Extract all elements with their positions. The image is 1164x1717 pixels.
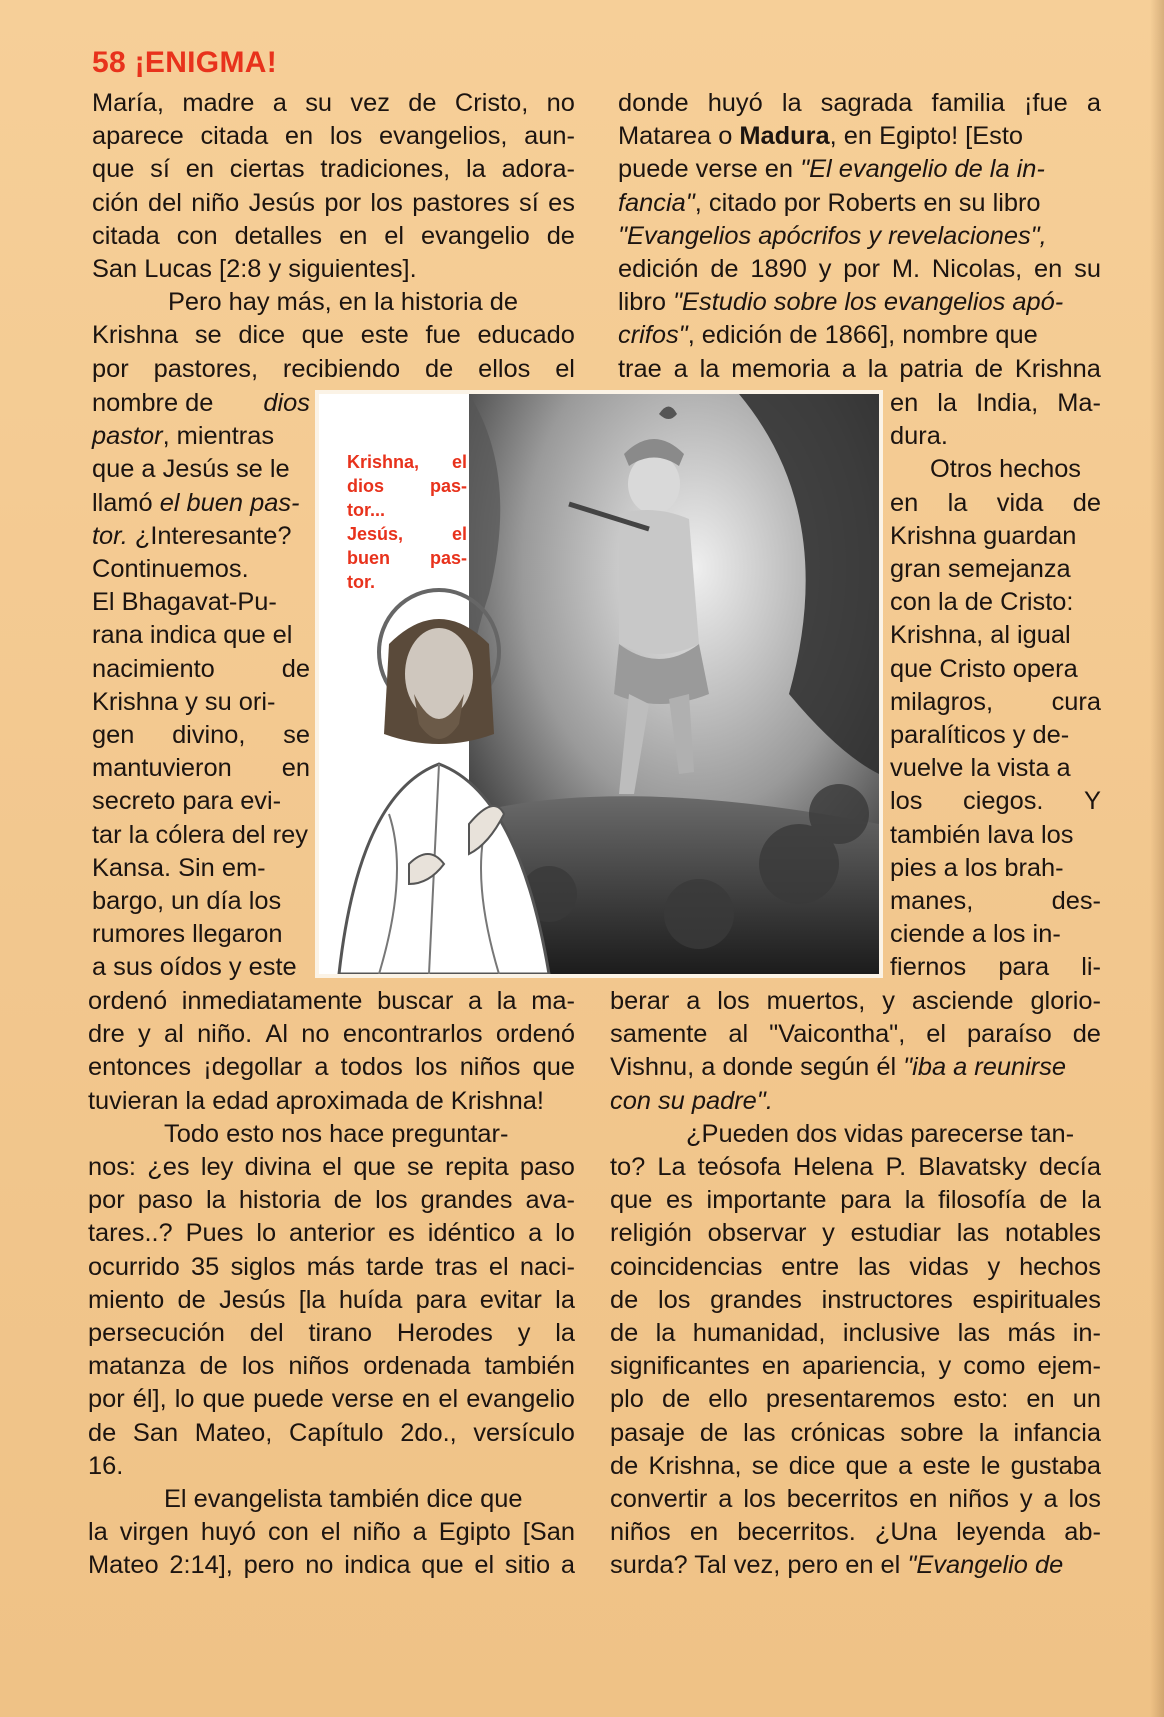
text-line: San Lucas [2:8 y siguientes]. xyxy=(92,255,417,284)
text-line: paralíticos y de- xyxy=(890,721,1070,750)
text-line: pasaje de las crónicas sobre la infancia xyxy=(610,1418,1101,1447)
text-line: 16. xyxy=(88,1451,124,1480)
caption-line: Krishna, el xyxy=(347,452,467,472)
text-line: crifos", edición de 1866], nombre que xyxy=(618,321,1038,350)
text-line: convertir a los becerritos en niños y a los xyxy=(610,1485,1101,1514)
illustration-krishna-jesus xyxy=(315,390,883,978)
text-line: que Cristo opera xyxy=(890,654,1078,683)
text-line: edición de 1890 y por M. Nicolas, en su xyxy=(618,255,1101,284)
text-line: a sus oídos y este xyxy=(92,953,297,982)
text-line: también lava los xyxy=(890,820,1074,849)
text-line: tares..? Pues lo anterior es idéntico a lo xyxy=(88,1219,575,1248)
text-line: de San Mateo, Capítulo 2do., versículo xyxy=(88,1418,575,1447)
text-line: matanza de los niños ordenada también xyxy=(88,1352,575,1381)
text-line: mantuvieron en xyxy=(92,754,310,783)
text-line: plo de ello presentaremos esto: en un xyxy=(610,1385,1101,1414)
text-line: Todo esto nos hace preguntar- xyxy=(164,1119,509,1148)
text-line: tuvieran la edad aproximada de Krishna! xyxy=(88,1086,544,1115)
text-line: vuelve la vista a xyxy=(890,754,1071,783)
caption-line: buen pas- xyxy=(347,548,467,568)
text-line: bargo, un día los xyxy=(92,887,282,916)
text-line: manes, des- xyxy=(890,887,1101,916)
text-line: la virgen huyó con el niño a Egipto [San xyxy=(88,1518,575,1547)
text-line: fiernos para li- xyxy=(890,953,1101,982)
text-line: rumores llegaron xyxy=(92,920,283,949)
text-line: en la vida de xyxy=(890,488,1101,517)
text-line: fancia", citado por Roberts en su libro xyxy=(618,188,1041,217)
figure-caption xyxy=(347,450,467,594)
text-line: llamó el buen pas- xyxy=(92,488,300,517)
text-line: secreto para evi- xyxy=(92,787,282,816)
text-line: en la India, Ma- xyxy=(890,389,1101,417)
text-line: que a Jesús se le xyxy=(92,455,290,484)
text-line: niños en becerritos. ¿Una leyenda ab- xyxy=(610,1518,1101,1547)
text-line: ocurrido 35 siglos más tarde tras el naci- xyxy=(88,1252,575,1281)
text-line: miento de Jesús [la huída para evitar la xyxy=(88,1285,575,1314)
text-line: religión observar y estudiar las notables xyxy=(610,1219,1101,1248)
text-line: por paso la historia de los grandes ava- xyxy=(88,1186,575,1215)
text-line: dre y al niño. Al no encontrarlos ordenó xyxy=(88,1020,575,1049)
text-line: ciende a los in- xyxy=(890,920,1061,949)
text-line: milagros, cura xyxy=(890,687,1101,716)
text-line: que es importante para la filosofía de la xyxy=(610,1186,1101,1215)
text-line: tar la cólera del rey xyxy=(92,820,308,849)
caption-line: Jesús, el xyxy=(347,524,467,544)
text-line: dura. xyxy=(890,422,948,451)
text-line: coincidencias entre las vidas y hechos xyxy=(610,1252,1101,1281)
text-line: Matarea o Madura, en Egipto! [Esto xyxy=(618,122,1024,151)
text-line: El Bhagavat-Pu- xyxy=(92,588,277,617)
text-line: de la humanidad, inclusive las más in- xyxy=(610,1319,1101,1348)
text-line: ¿Pueden dos vidas parecerse tan- xyxy=(686,1119,1075,1148)
left-column-narrow xyxy=(92,387,310,985)
text-line: "Evangelios apócrifos y revelaciones", xyxy=(618,221,1047,250)
text-line: significantes en apariencia, y como ejem- xyxy=(610,1352,1101,1381)
text-line: con su padre". xyxy=(610,1086,773,1115)
text-line: con la de Cristo: xyxy=(890,588,1074,617)
right-column-bottom xyxy=(610,985,1101,1583)
text-line: El evangelista también dice que xyxy=(164,1485,523,1514)
text-line: aparece citada en los evangelios, aun- xyxy=(92,122,575,151)
text-line: de los grandes instructores espirituales xyxy=(610,1285,1101,1314)
text-line: Kansa. Sin em- xyxy=(92,853,266,882)
text-line: citada con detalles en el evangelio de xyxy=(92,221,575,250)
text-line: surda? Tal vez, pero en el "Evangelio de xyxy=(610,1551,1064,1580)
text-line: gen divino, se xyxy=(92,721,310,750)
text-line: nacimiento de xyxy=(92,654,310,683)
text-line: donde huyó la sagrada familia ¡fue a xyxy=(618,89,1101,117)
text-line: María, madre a su vez de Cristo, no xyxy=(92,89,575,117)
text-line: Krishna guardan xyxy=(890,521,1077,550)
text-line: ción del niño Jesús por los pastores sí es xyxy=(92,188,575,217)
text-line: persecución del tirano Herodes y la xyxy=(88,1319,575,1348)
text-line: tor. ¿Interesante? xyxy=(92,521,292,550)
left-column-top xyxy=(92,87,575,386)
text-line: Krishna y su ori- xyxy=(92,687,276,716)
right-column-narrow xyxy=(890,387,1101,985)
text-line: trae a la memoria a la patria de Krishna xyxy=(618,354,1101,383)
text-line: pastor, mientras xyxy=(92,422,275,451)
text-line: to? La teósofa Helena P. Blavatsky decía xyxy=(610,1153,1101,1182)
text-line: libro "Estudio sobre los evangelios apó- xyxy=(618,288,1064,317)
text-line: rana indica que el xyxy=(92,621,293,650)
text-line: puede verse en "El evangelio de la in- xyxy=(618,155,1045,184)
text-line: pies a los brah- xyxy=(890,853,1064,882)
text-line: nos: ¿es ley divina el que se repita paso xyxy=(88,1153,575,1182)
text-line: que sí en ciertas tradiciones, la adora- xyxy=(92,155,575,184)
text-line: Krishna, al igual xyxy=(890,621,1071,650)
text-line: samente al "Vaicontha", el paraíso de xyxy=(610,1020,1101,1049)
text-line: Pero hay más, en la historia de xyxy=(168,288,519,317)
right-column-top xyxy=(618,87,1101,386)
text-line: berar a los muertos, y asciende glorio- xyxy=(610,987,1101,1015)
text-line: por él], lo que puede verse en el evangelio xyxy=(88,1385,575,1414)
page-edge-shadow xyxy=(1150,0,1164,1717)
text-line: entonces ¡degollar a todos los niños que xyxy=(88,1053,575,1082)
text-line: Continuemos. xyxy=(92,555,249,584)
page-title: 58 ¡ENIGMA! xyxy=(92,46,277,79)
text-line: Otros hechos xyxy=(930,455,1082,484)
caption-line: dios pas- xyxy=(347,476,467,496)
text-line: Mateo 2:14], pero no indica que el sitio a xyxy=(88,1551,575,1580)
text-line: los ciegos. Y xyxy=(890,787,1101,816)
text-line: gran semejanza xyxy=(890,555,1071,584)
text-line: ordenó inmediatamente buscar a la ma- xyxy=(88,987,575,1015)
caption-line: tor... xyxy=(347,500,386,520)
text-line: de Krishna, se dice que a este le gustaba xyxy=(610,1451,1101,1480)
text-line: Vishnu, a donde según él "iba a reunirse xyxy=(610,1053,1067,1082)
caption-line: tor. xyxy=(347,572,376,592)
text-line: por pastores, recibiendo de ellos el xyxy=(92,354,575,383)
text-line: nombre de dios xyxy=(92,389,310,417)
left-column-bottom xyxy=(88,985,575,1583)
text-line: Krishna se dice que este fue educado xyxy=(92,321,575,350)
